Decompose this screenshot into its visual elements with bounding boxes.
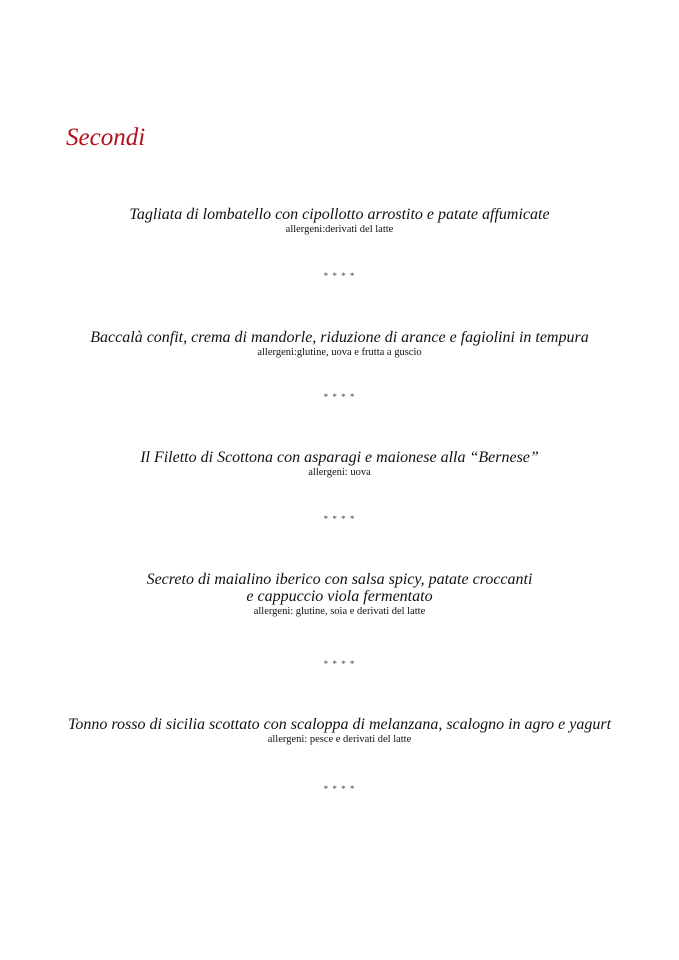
menu-item — [0, 571, 679, 618]
separator: * * * * — [323, 271, 356, 281]
menu-item — [0, 206, 679, 236]
section-title: Secondi — [66, 124, 146, 151]
dish-allergens: allergeni:glutine, uova e frutta a guscio — [257, 347, 422, 358]
menu-item — [0, 716, 679, 746]
dish-allergens: allergeni: pesce e derivati del latte — [267, 734, 412, 745]
dish-name: Secreto di maialino iberico con salsa spicy, patate croccanti — [146, 571, 533, 588]
dish-name: Baccalà confit, crema di mandorle, riduzione di arance e fagiolini in tempura — [90, 329, 589, 346]
separator: * * * * — [323, 392, 356, 402]
menu-item — [0, 329, 679, 359]
dish-allergens: allergeni: uova — [308, 467, 371, 478]
separator: * * * * — [323, 784, 356, 794]
separator: * * * * — [323, 514, 356, 524]
dish-name-continued: e cappuccio viola fermentato — [246, 588, 433, 605]
dish-name: Il Filetto di Scottona con asparagi e maionese alla “Bernese” — [140, 449, 539, 466]
dish-allergens: allergeni:derivati del latte — [285, 224, 394, 235]
dish-name: Tonno rosso di sicilia scottato con scaloppa di melanzana, scalogno in agro e yagurt — [67, 716, 612, 733]
dish-name: Tagliata di lombatello con cipollotto arrostito e patate affumicate — [129, 206, 550, 223]
dish-allergens: allergeni: glutine, soia e derivati del latte — [253, 606, 426, 617]
separator: * * * * — [323, 659, 356, 669]
menu-item — [0, 449, 679, 479]
